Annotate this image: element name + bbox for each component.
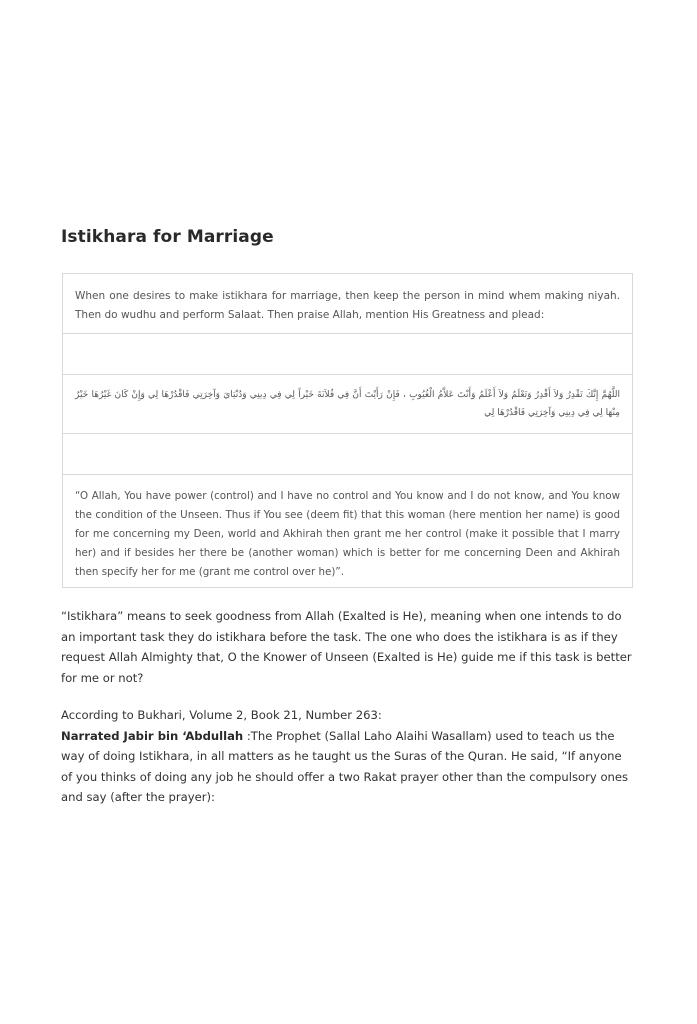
translation-row	[63, 475, 632, 587]
arabic-dua-row	[63, 375, 632, 434]
narrator-name: Narrated Jabir bin ‘Abdullah	[61, 728, 244, 743]
empty-row	[63, 434, 632, 475]
intro-text: When one desires to make istikhara for marriage, then keep the person in mind whem making niyah. Then do wudhu and perform Salaat. Then praise Allah, mention His Greatness and plead:	[75, 290, 620, 321]
translation-text: “O Allah, You have power (control) and I have no control and You know and I do not know, and You know the condition of the Unseen. Thus if You see (deem fit) that this woman (here mention her name) is good for me concerning my Deen, world and Akhirah then grant me her control (make it possible that I marry her) and if besides her there be (another woman) which is better for me concerning Deen and Akhirah then specify her for me (grant me control over he)”.	[75, 490, 620, 578]
meaning-paragraph: “Istikhara” means to seek goodness from Allah (Exalted is He), meaning when one intends to do an important task they do istikhara before the task. The one who does the istikhara is as if they request Allah Almighty that, O the Knower of Unseen (Exalted is He) guide me if this task is better for me or not?	[61, 609, 632, 685]
arabic-dua-text: اللَّهُمَّ إِنَّكَ تَقْدِرُ وَلاَ أَقْدِرُ وَتَعْلَمُ وَلاَ أَعْلَمُ وَأَنْتَ عَلاَّمُ الْغُيُوبِ ، فَإِنْ رَأَيْتَ أَنَّ فِي فُلاَنَةَ خَيْراً لِي فِي دِينِي وَدُنْيَايَ وَآخِرَتِي فَاقْدُرْهَا لِي وَإِنْ كَانَ غَيْرُهَا خَيْرٌ مِنْهَا لِي فِي دِينِي وَآخِرَتِي فَاقْدُرْهَا لِي	[75, 390, 620, 418]
hadith-paragraph	[61, 705, 634, 808]
article-body	[61, 606, 634, 825]
empty-row	[63, 334, 632, 375]
dua-table	[62, 273, 633, 588]
hadith-text: :The Prophet (Sallal Laho Alaihi Wasallam) used to teach us the way of doing Istikhara, in all matters as he taught us the Suras of the Quran. He said, “If anyone of you thinks of doing any job he should offer a two Rakat prayer other than the compulsory ones and say (after the prayer):	[61, 728, 629, 804]
intro-row	[63, 274, 632, 334]
page-title: Istikhara for Marriage	[61, 227, 274, 247]
reference-text: According to Bukhari, Volume 2, Book 21, Number 263:	[61, 708, 382, 722]
